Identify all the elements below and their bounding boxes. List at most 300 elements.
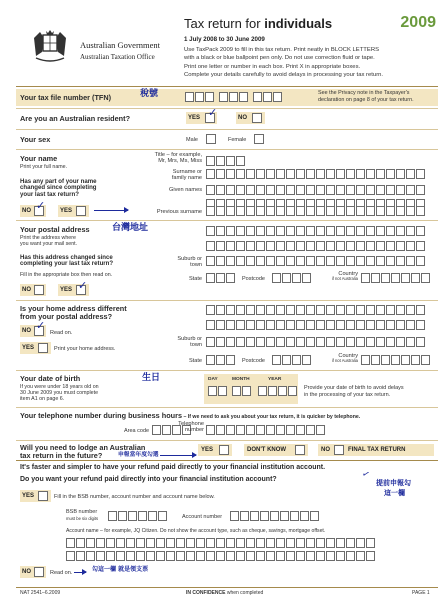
char-box[interactable] — [316, 241, 325, 251]
char-box[interactable] — [288, 386, 297, 396]
char-box[interactable] — [270, 511, 279, 521]
char-box[interactable] — [290, 511, 299, 521]
char-box[interactable] — [266, 206, 275, 216]
char-box[interactable] — [256, 551, 265, 561]
char-box[interactable] — [396, 305, 405, 315]
char-box[interactable] — [266, 425, 275, 435]
char-box[interactable] — [256, 305, 265, 315]
char-box[interactable] — [376, 241, 385, 251]
char-box[interactable] — [186, 538, 195, 548]
char-box[interactable] — [226, 538, 235, 548]
char-box[interactable] — [246, 320, 255, 330]
char-box[interactable] — [206, 538, 215, 548]
char-box[interactable] — [396, 226, 405, 236]
char-box[interactable] — [300, 511, 309, 521]
char-box[interactable] — [326, 185, 335, 195]
char-box[interactable] — [66, 551, 75, 561]
char-box[interactable] — [326, 320, 335, 330]
char-box[interactable] — [226, 320, 235, 330]
char-box[interactable] — [266, 169, 275, 179]
tfn-digit-box[interactable] — [263, 92, 272, 102]
char-box[interactable] — [266, 551, 275, 561]
char-box[interactable] — [306, 425, 315, 435]
char-box[interactable] — [416, 305, 425, 315]
char-box[interactable] — [216, 337, 225, 347]
char-box[interactable] — [401, 355, 410, 365]
char-box[interactable] — [256, 538, 265, 548]
char-box[interactable] — [296, 305, 305, 315]
char-box[interactable] — [286, 551, 295, 561]
char-box[interactable] — [226, 206, 235, 216]
char-box[interactable] — [366, 337, 375, 347]
char-box[interactable] — [296, 206, 305, 216]
char-box[interactable] — [296, 256, 305, 266]
char-box[interactable] — [326, 305, 335, 315]
char-box[interactable] — [316, 337, 325, 347]
char-box[interactable] — [306, 241, 315, 251]
char-box[interactable] — [306, 305, 315, 315]
char-box[interactable] — [138, 511, 147, 521]
char-box[interactable] — [286, 206, 295, 216]
char-box[interactable] — [158, 511, 167, 521]
char-box[interactable] — [266, 241, 275, 251]
char-box[interactable] — [246, 241, 255, 251]
char-box[interactable] — [226, 551, 235, 561]
char-box[interactable] — [326, 337, 335, 347]
char-box[interactable] — [118, 511, 127, 521]
char-box[interactable] — [356, 337, 365, 347]
char-box[interactable] — [336, 538, 345, 548]
char-box[interactable] — [336, 551, 345, 561]
char-box[interactable] — [276, 305, 285, 315]
char-box[interactable] — [166, 551, 175, 561]
tfn-digit-box[interactable] — [219, 92, 228, 102]
char-box[interactable] — [280, 511, 289, 521]
char-box[interactable] — [326, 241, 335, 251]
char-box[interactable] — [386, 256, 395, 266]
char-box[interactable] — [346, 305, 355, 315]
char-box[interactable] — [86, 551, 95, 561]
char-box[interactable] — [246, 551, 255, 561]
char-box[interactable] — [316, 320, 325, 330]
char-box[interactable] — [366, 226, 375, 236]
char-box[interactable] — [206, 169, 215, 179]
char-box[interactable] — [208, 386, 217, 396]
char-box[interactable] — [266, 185, 275, 195]
char-box[interactable] — [260, 511, 269, 521]
char-box[interactable] — [376, 305, 385, 315]
char-box[interactable] — [276, 337, 285, 347]
char-box[interactable] — [296, 551, 305, 561]
char-box[interactable] — [386, 185, 395, 195]
char-box[interactable] — [406, 305, 415, 315]
char-box[interactable] — [316, 551, 325, 561]
char-box[interactable] — [246, 206, 255, 216]
char-box[interactable] — [386, 241, 395, 251]
char-box[interactable] — [310, 511, 319, 521]
char-box[interactable] — [416, 206, 425, 216]
char-box[interactable] — [346, 320, 355, 330]
char-box[interactable] — [266, 320, 275, 330]
char-box[interactable] — [366, 305, 375, 315]
male-checkbox[interactable] — [206, 134, 216, 144]
char-box[interactable] — [346, 206, 355, 216]
char-box[interactable] — [206, 241, 215, 251]
char-box[interactable] — [126, 551, 135, 561]
char-box[interactable] — [306, 337, 315, 347]
char-box[interactable] — [250, 511, 259, 521]
char-box[interactable] — [356, 206, 365, 216]
char-box[interactable] — [282, 355, 291, 365]
char-box[interactable] — [416, 169, 425, 179]
char-box[interactable] — [316, 169, 325, 179]
char-box[interactable] — [106, 538, 115, 548]
char-box[interactable] — [148, 511, 157, 521]
char-box[interactable] — [236, 156, 245, 166]
char-box[interactable] — [166, 538, 175, 548]
char-box[interactable] — [406, 337, 415, 347]
char-box[interactable] — [396, 185, 405, 195]
char-box[interactable] — [366, 169, 375, 179]
char-box[interactable] — [381, 273, 390, 283]
char-box[interactable] — [66, 538, 75, 548]
char-box[interactable] — [226, 273, 235, 283]
char-box[interactable] — [396, 206, 405, 216]
char-box[interactable] — [206, 273, 215, 283]
char-box[interactable] — [108, 511, 117, 521]
char-box[interactable] — [276, 185, 285, 195]
char-box[interactable] — [356, 169, 365, 179]
char-box[interactable] — [266, 256, 275, 266]
char-box[interactable] — [246, 305, 255, 315]
char-box[interactable] — [276, 538, 285, 548]
refund-no-checkbox[interactable] — [34, 567, 44, 577]
char-box[interactable] — [256, 185, 265, 195]
char-box[interactable] — [276, 169, 285, 179]
char-box[interactable] — [256, 169, 265, 179]
char-box[interactable] — [356, 320, 365, 330]
char-box[interactable] — [176, 538, 185, 548]
refund-yes-checkbox[interactable] — [38, 491, 48, 501]
char-box[interactable] — [216, 256, 225, 266]
char-box[interactable] — [206, 226, 215, 236]
char-box[interactable] — [416, 256, 425, 266]
char-box[interactable] — [206, 551, 215, 561]
char-box[interactable] — [236, 226, 245, 236]
char-box[interactable] — [386, 320, 395, 330]
char-box[interactable] — [356, 256, 365, 266]
char-box[interactable] — [230, 511, 239, 521]
char-box[interactable] — [416, 320, 425, 330]
char-box[interactable] — [302, 273, 311, 283]
char-box[interactable] — [316, 206, 325, 216]
char-box[interactable] — [376, 226, 385, 236]
char-box[interactable] — [361, 355, 370, 365]
char-box[interactable] — [326, 226, 335, 236]
char-box[interactable] — [406, 226, 415, 236]
char-box[interactable] — [346, 169, 355, 179]
char-box[interactable] — [421, 355, 430, 365]
char-box[interactable] — [156, 551, 165, 561]
char-box[interactable] — [216, 538, 225, 548]
char-box[interactable] — [206, 337, 215, 347]
char-box[interactable] — [236, 305, 245, 315]
char-box[interactable] — [326, 256, 335, 266]
char-box[interactable] — [296, 241, 305, 251]
char-box[interactable] — [216, 551, 225, 561]
char-box[interactable] — [246, 185, 255, 195]
char-box[interactable] — [366, 551, 375, 561]
char-box[interactable] — [421, 273, 430, 283]
char-box[interactable] — [258, 386, 267, 396]
char-box[interactable] — [316, 256, 325, 266]
char-box[interactable] — [316, 185, 325, 195]
char-box[interactable] — [336, 226, 345, 236]
char-box[interactable] — [376, 337, 385, 347]
char-box[interactable] — [306, 256, 315, 266]
char-box[interactable] — [276, 551, 285, 561]
char-box[interactable] — [278, 386, 287, 396]
home-yes-checkbox[interactable] — [38, 343, 48, 353]
tfn-digit-box[interactable] — [229, 92, 238, 102]
char-box[interactable] — [206, 320, 215, 330]
char-box[interactable] — [226, 156, 235, 166]
tfn-digit-box[interactable] — [273, 92, 282, 102]
char-box[interactable] — [406, 256, 415, 266]
char-box[interactable] — [276, 226, 285, 236]
char-box[interactable] — [371, 273, 380, 283]
char-box[interactable] — [236, 185, 245, 195]
future-no-checkbox[interactable] — [334, 445, 344, 455]
char-box[interactable] — [356, 241, 365, 251]
char-box[interactable] — [128, 511, 137, 521]
char-box[interactable] — [146, 551, 155, 561]
char-box[interactable] — [336, 256, 345, 266]
char-box[interactable] — [266, 305, 275, 315]
char-box[interactable] — [216, 425, 225, 435]
char-box[interactable] — [346, 256, 355, 266]
char-box[interactable] — [266, 538, 275, 548]
char-box[interactable] — [306, 538, 315, 548]
char-box[interactable] — [356, 305, 365, 315]
char-box[interactable] — [216, 206, 225, 216]
char-box[interactable] — [371, 355, 380, 365]
tfn-digit-box[interactable] — [205, 92, 214, 102]
char-box[interactable] — [206, 305, 215, 315]
char-box[interactable] — [296, 337, 305, 347]
char-box[interactable] — [406, 206, 415, 216]
char-box[interactable] — [386, 337, 395, 347]
char-box[interactable] — [376, 185, 385, 195]
char-box[interactable] — [276, 241, 285, 251]
char-box[interactable] — [236, 256, 245, 266]
char-box[interactable] — [286, 538, 295, 548]
char-box[interactable] — [276, 425, 285, 435]
char-box[interactable] — [186, 551, 195, 561]
char-box[interactable] — [256, 241, 265, 251]
char-box[interactable] — [216, 169, 225, 179]
char-box[interactable] — [346, 337, 355, 347]
char-box[interactable] — [272, 355, 281, 365]
char-box[interactable] — [96, 538, 105, 548]
char-box[interactable] — [296, 320, 305, 330]
char-box[interactable] — [236, 337, 245, 347]
char-box[interactable] — [156, 538, 165, 548]
char-box[interactable] — [411, 273, 420, 283]
char-box[interactable] — [216, 273, 225, 283]
char-box[interactable] — [336, 169, 345, 179]
char-box[interactable] — [286, 226, 295, 236]
char-box[interactable] — [366, 185, 375, 195]
char-box[interactable] — [96, 551, 105, 561]
char-box[interactable] — [326, 169, 335, 179]
char-box[interactable] — [226, 425, 235, 435]
char-box[interactable] — [366, 206, 375, 216]
char-box[interactable] — [218, 386, 227, 396]
char-box[interactable] — [366, 320, 375, 330]
char-box[interactable] — [216, 185, 225, 195]
char-box[interactable] — [346, 241, 355, 251]
char-box[interactable] — [176, 551, 185, 561]
char-box[interactable] — [136, 551, 145, 561]
char-box[interactable] — [316, 425, 325, 435]
char-box[interactable] — [286, 305, 295, 315]
char-box[interactable] — [376, 256, 385, 266]
char-box[interactable] — [286, 185, 295, 195]
char-box[interactable] — [206, 355, 215, 365]
char-box[interactable] — [316, 305, 325, 315]
char-box[interactable] — [76, 538, 85, 548]
char-box[interactable] — [196, 538, 205, 548]
char-box[interactable] — [296, 538, 305, 548]
char-box[interactable] — [376, 169, 385, 179]
char-box[interactable] — [256, 256, 265, 266]
char-box[interactable] — [226, 185, 235, 195]
char-box[interactable] — [206, 206, 215, 216]
char-box[interactable] — [236, 538, 245, 548]
char-box[interactable] — [361, 273, 370, 283]
char-box[interactable] — [236, 169, 245, 179]
char-box[interactable] — [272, 273, 281, 283]
char-box[interactable] — [356, 538, 365, 548]
char-box[interactable] — [196, 551, 205, 561]
char-box[interactable] — [316, 538, 325, 548]
char-box[interactable] — [326, 206, 335, 216]
char-box[interactable] — [216, 320, 225, 330]
char-box[interactable] — [336, 305, 345, 315]
char-box[interactable] — [216, 241, 225, 251]
char-box[interactable] — [206, 425, 215, 435]
char-box[interactable] — [401, 273, 410, 283]
char-box[interactable] — [376, 206, 385, 216]
char-box[interactable] — [116, 551, 125, 561]
tfn-digit-box[interactable] — [253, 92, 262, 102]
char-box[interactable] — [246, 169, 255, 179]
char-box[interactable] — [286, 320, 295, 330]
char-box[interactable] — [366, 256, 375, 266]
char-box[interactable] — [276, 206, 285, 216]
char-box[interactable] — [356, 185, 365, 195]
name-changed-yes-checkbox[interactable] — [76, 206, 86, 216]
char-box[interactable] — [286, 425, 295, 435]
char-box[interactable] — [396, 169, 405, 179]
char-box[interactable] — [240, 511, 249, 521]
char-box[interactable] — [86, 538, 95, 548]
char-box[interactable] — [246, 538, 255, 548]
char-box[interactable] — [266, 337, 275, 347]
char-box[interactable] — [336, 337, 345, 347]
char-box[interactable] — [336, 320, 345, 330]
char-box[interactable] — [256, 206, 265, 216]
char-box[interactable] — [286, 337, 295, 347]
char-box[interactable] — [242, 386, 251, 396]
char-box[interactable] — [226, 305, 235, 315]
char-box[interactable] — [296, 226, 305, 236]
char-box[interactable] — [246, 337, 255, 347]
char-box[interactable] — [246, 256, 255, 266]
char-box[interactable] — [346, 551, 355, 561]
char-box[interactable] — [136, 538, 145, 548]
char-box[interactable] — [106, 551, 115, 561]
char-box[interactable] — [152, 425, 161, 435]
char-box[interactable] — [386, 206, 395, 216]
char-box[interactable] — [336, 185, 345, 195]
char-box[interactable] — [296, 185, 305, 195]
char-box[interactable] — [356, 226, 365, 236]
char-box[interactable] — [226, 355, 235, 365]
char-box[interactable] — [306, 169, 315, 179]
char-box[interactable] — [256, 337, 265, 347]
char-box[interactable] — [376, 320, 385, 330]
char-box[interactable] — [276, 320, 285, 330]
char-box[interactable] — [416, 185, 425, 195]
char-box[interactable] — [206, 185, 215, 195]
char-box[interactable] — [406, 320, 415, 330]
char-box[interactable] — [366, 241, 375, 251]
char-box[interactable] — [236, 241, 245, 251]
resident-no-checkbox[interactable] — [252, 113, 262, 123]
char-box[interactable] — [416, 337, 425, 347]
char-box[interactable] — [76, 551, 85, 561]
char-box[interactable] — [146, 538, 155, 548]
char-box[interactable] — [226, 169, 235, 179]
char-box[interactable] — [366, 538, 375, 548]
char-box[interactable] — [296, 169, 305, 179]
char-box[interactable] — [276, 256, 285, 266]
char-box[interactable] — [226, 337, 235, 347]
char-box[interactable] — [386, 226, 395, 236]
char-box[interactable] — [206, 256, 215, 266]
char-box[interactable] — [326, 538, 335, 548]
char-box[interactable] — [236, 206, 245, 216]
char-box[interactable] — [246, 425, 255, 435]
char-box[interactable] — [406, 241, 415, 251]
female-checkbox[interactable] — [254, 134, 264, 144]
char-box[interactable] — [411, 355, 420, 365]
char-box[interactable] — [226, 226, 235, 236]
char-box[interactable] — [292, 273, 301, 283]
char-box[interactable] — [356, 551, 365, 561]
char-box[interactable] — [316, 226, 325, 236]
char-box[interactable] — [236, 425, 245, 435]
char-box[interactable] — [396, 241, 405, 251]
char-box[interactable] — [216, 226, 225, 236]
char-box[interactable] — [391, 273, 400, 283]
char-box[interactable] — [326, 551, 335, 561]
char-box[interactable] — [396, 337, 405, 347]
char-box[interactable] — [292, 355, 301, 365]
char-box[interactable] — [306, 320, 315, 330]
